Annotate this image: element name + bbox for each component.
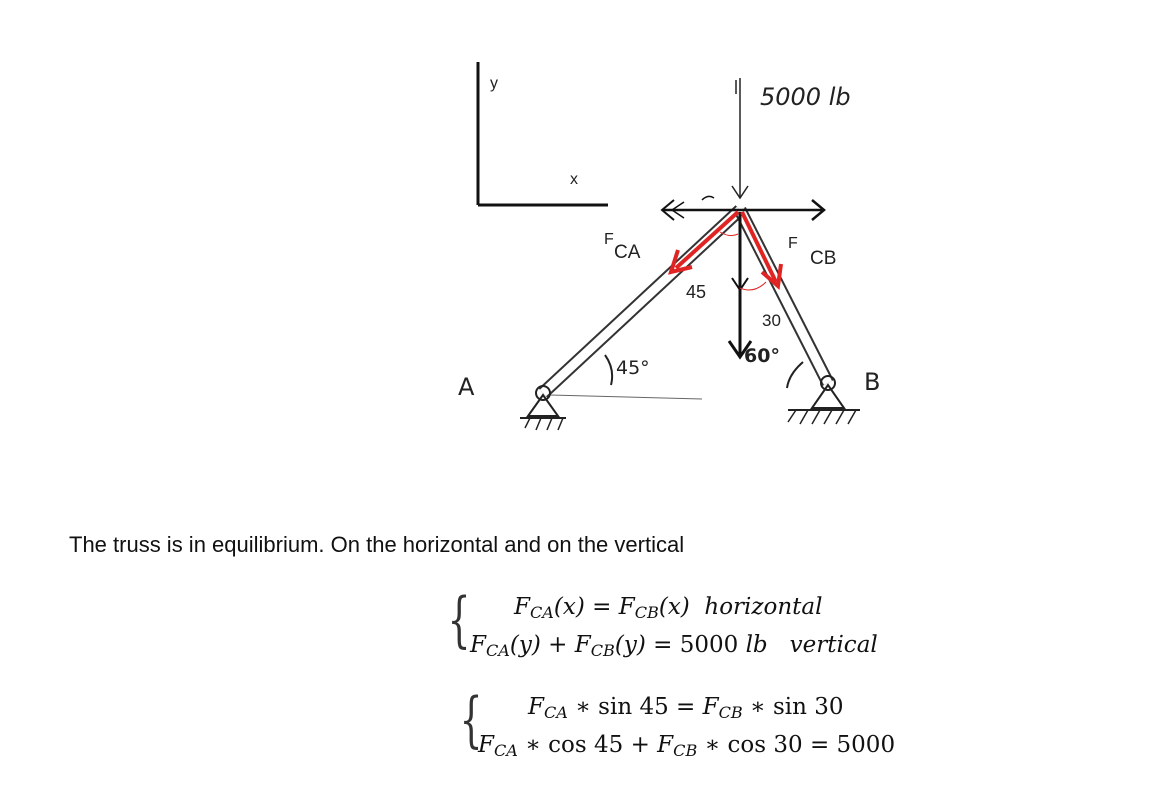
- angle-label-45-deg: 45°: [616, 357, 650, 379]
- caption-text: The truss is in equilibrium. On the horizontal and on the vertical: [69, 532, 685, 557]
- angle-label-45: 45: [686, 282, 707, 302]
- force-fca-arrow: [671, 212, 738, 272]
- fcb-label: [788, 235, 836, 269]
- fca-label: [604, 231, 641, 263]
- applied-load-arrow: [732, 78, 748, 198]
- svg-text:F: F: [604, 231, 614, 248]
- equation-system-1: [470, 594, 940, 668]
- angle-label-30: 30: [762, 311, 781, 330]
- svg-text:CB: CB: [810, 248, 837, 269]
- ground-reference-line-a: [550, 395, 702, 399]
- truss-diagram: [440, 50, 935, 495]
- system1-brace: {: [447, 585, 471, 655]
- angle-arc-45-base: [605, 355, 612, 385]
- support-b-label: B: [864, 368, 881, 396]
- system2-brace: {: [459, 685, 483, 755]
- coordinate-axes: [478, 62, 608, 205]
- equation-vertical: $F_{CA}(y) + F_{CB}(y) = 5000$ lb vertical: [470, 632, 878, 661]
- equation-sin: $F_{CA}$ ∗ $\sin 45 = F_{CB}$ ∗ sin 30: [528, 694, 844, 723]
- angle-arc-60-base: [787, 362, 803, 388]
- y-axis-label: y: [490, 75, 498, 92]
- support-a-label: A: [458, 373, 475, 401]
- equation-cos: $F_{CA}$ ∗ $\cos 45 + F_{CB}$ ∗ cos 30 = 5000: [478, 732, 896, 761]
- svg-text:F: F: [788, 235, 798, 252]
- angle-label-60-deg: 60°: [744, 345, 780, 367]
- load-label: 5000 lb: [760, 83, 851, 111]
- x-axis-label: x: [570, 171, 578, 188]
- equation-system-2: [478, 694, 928, 768]
- equation-horizontal: $F_{CA}(x) = F_{CB}(x)$ horizontal: [514, 594, 823, 623]
- svg-text:CA: CA: [614, 242, 641, 263]
